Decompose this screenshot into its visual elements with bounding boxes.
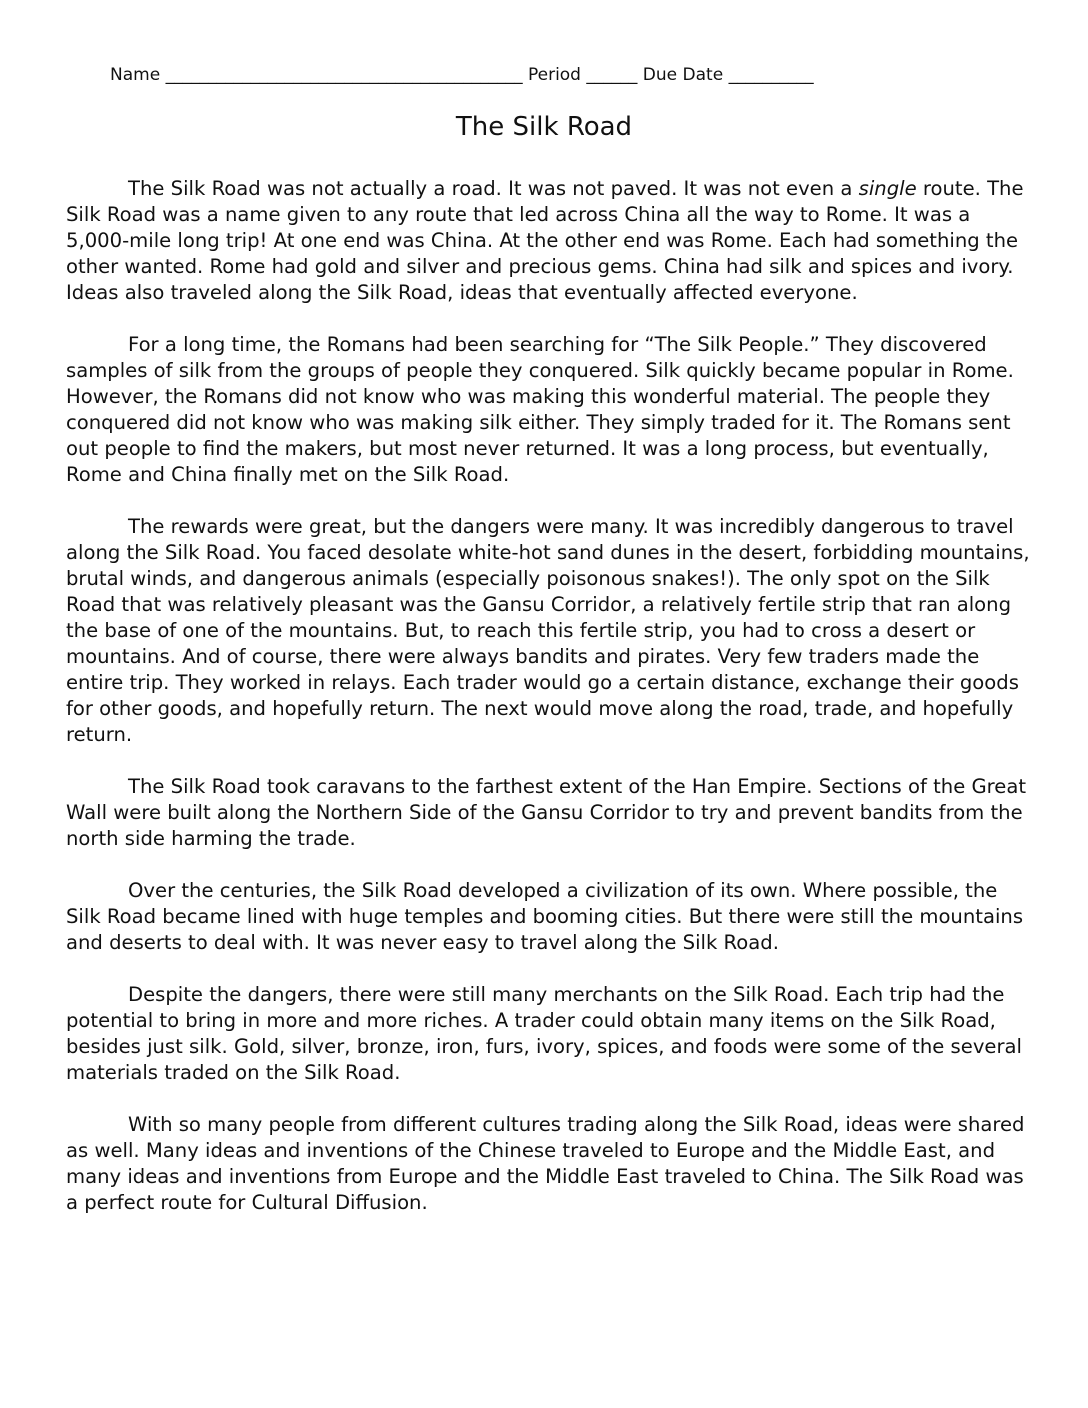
student-info-header — [110, 64, 1030, 86]
paragraph-4: The Silk Road took caravans to the farthest extent of the Han Empire. Sections of the Great Wall were built along the Northern Side of the Gansu Corridor to try and prevent bandits from the north side harming the trade. — [66, 775, 1027, 850]
paragraph-3: The rewards were great, but the dangers were many. It was incredibly dangerous to travel along the Silk Road. You faced desolate white-hot sand dunes in the desert, forbidding mountains, brutal winds, and dangerous animals (especially poisonous snakes!). The only spot on the Silk Road that was relatively pleasant was the Gansu Corridor, a relatively fertile strip that ran along the base of one of the mountains. But, to reach this fertile strip, you had to cross a desert or mountains. And of course, there were always bandits and pirates. Very few traders made the entire trip. They worked in relays. Each trader would go a certain distance, exchange their goods for other goods, and hopefully return. The next would move along the road, trade, and hopefully return. — [66, 515, 1030, 746]
paragraph-2: For a long time, the Romans had been searching for “The Silk People.” They discovered samples of silk from the groups of people they conquered. Silk quickly became popular in Rome. However, the Romans did not know who was making this wonderful material. The people they conquered did not know who was making silk either. They simply traded for it. The Romans sent out people to find the makers, but most never returned. It was a long process, but eventually, Rome and China finally met on the Silk Road. — [66, 333, 1014, 486]
due-date-blank: __________ — [728, 65, 814, 85]
paragraph-1-italic-word: single — [858, 177, 917, 200]
page-title: The Silk Road — [455, 112, 633, 142]
paragraph-1-text-b: route. The Silk Road was a name given to any route that led across China all the way to Rome. It was a 5,000-mile long trip! At one end was China. At the other end was Rome. Each had something the other wanted. Rome had gold and silver and precious gems. China had silk and spices and ivory. Ideas also traveled along the Silk Road, ideas that eventually affected everyone. — [66, 177, 1024, 304]
paragraph-7: With so many people from different cultures trading along the Silk Road, ideas were shared as well. Many ideas and inventions of the Chinese traveled to Europe and the Middle East, and many ideas and inventions from Europe and the Middle East traveled to China. The Silk Road was a perfect route for Cultural Diffusion. — [66, 1113, 1025, 1214]
paragraph-6: Despite the dangers, there were still many merchants on the Silk Road. Each trip had the potential to bring in more and more riches. A trader could obtain many items on the Silk Road, besides just silk. Gold, silver, bronze, iron, furs, ivory, spices, and foods were some of the several materials traded on the Silk Road. — [66, 983, 1022, 1084]
due-date-label: Due Date — [642, 65, 724, 85]
period-blank: ______ — [586, 65, 638, 85]
name-blank: __________________________________________ — [165, 65, 523, 85]
paragraph-1 — [66, 176, 1032, 306]
paragraph-1-text-a: The Silk Road was not actually a road. It was not paved. It was not even a — [128, 177, 859, 200]
paragraph-5: Over the centuries, the Silk Road developed a civilization of its own. Where possible, the Silk Road became lined with huge temples and booming cities. But there were still the mountains and deserts to deal with. It was never easy to travel along the Silk Road. — [66, 879, 1024, 954]
article-body — [66, 176, 1032, 1242]
period-label: Period — [527, 65, 581, 85]
name-label: Name — [110, 65, 161, 85]
